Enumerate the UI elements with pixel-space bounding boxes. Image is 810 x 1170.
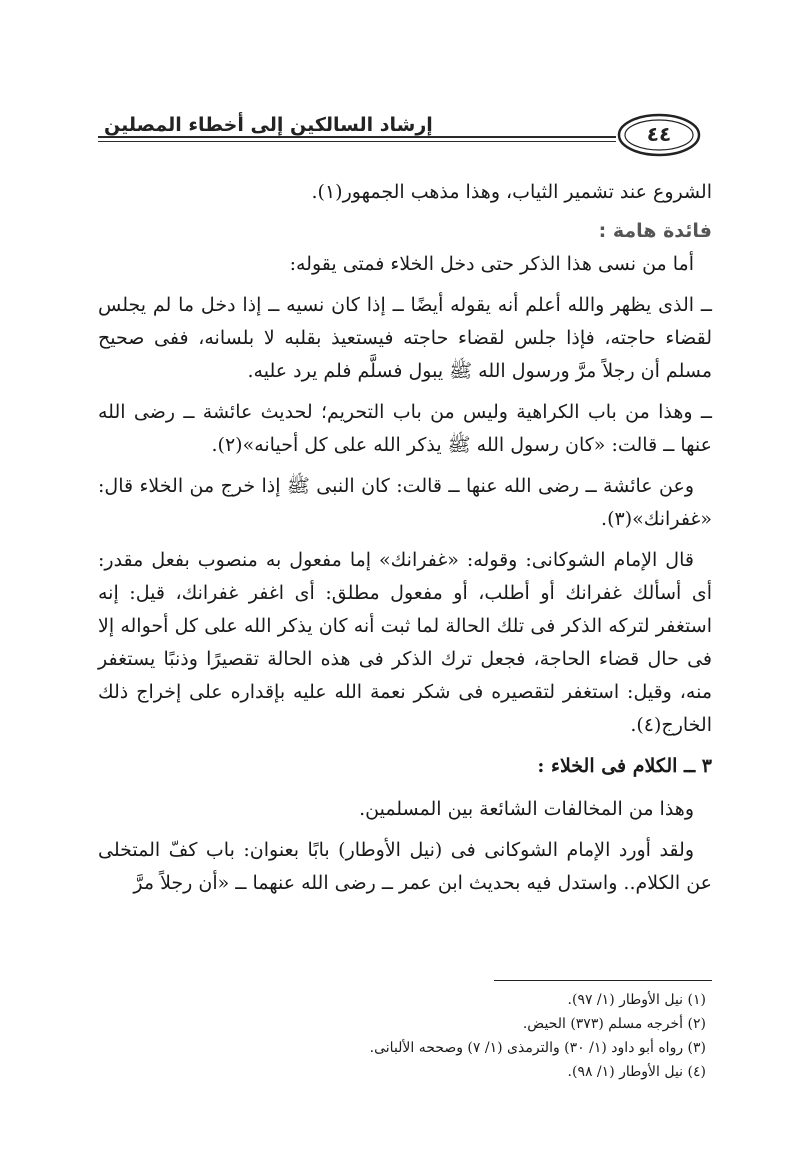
section-heading: فائدة هامة : xyxy=(598,220,712,242)
paragraph: ــ الذى يظهر والله أعلم أنه يقوله أيضًا ــ إذا كان نسيه ــ إذا دخل ما لم يجلس لقضاء حاجته، فإذا جلس لقضاء حاجته فيستعيذ بقلبه لا بلسانه، ففى صحيح مسلم أن رجلاً مرَّ ورسول الله ﷺ يبول فسلَّم فلم يرد عليه. xyxy=(98,294,712,382)
header-rule-thin xyxy=(98,141,616,142)
page-number: ٤٤ xyxy=(646,122,672,146)
header-rule xyxy=(98,136,616,138)
page-header xyxy=(98,112,702,158)
footnote: (٢) أخرجه مسلم (٣٧٣) الحيض. xyxy=(522,1016,706,1032)
footnote: (٤) نيل الأوطار (١/ ٩٨). xyxy=(567,1064,706,1080)
footnote-separator xyxy=(494,980,712,981)
paragraph: وعن عائشة ــ رضى الله عنها ــ قالت: كان النبى ﷺ إذا خرج من الخلاء قال: «غفرانك»(٣). xyxy=(98,475,712,530)
paragraph: أما من نسى هذا الذكر حتى دخل الخلاء فمتى يقوله: xyxy=(289,253,694,275)
paragraph: قال الإمام الشوكانى: وقوله: «غفرانك» إما مفعول به منصوب بفعل مقدر: أى أسألك غفرانك أو أطلب، أو مفعول مطلق: أى اغفر غفرانك، قيل: إنه استغفر لتركه الذكر فى تلك الحالة لما ثبت أنه كان يذكر الله على كل أحواله إلا فى حال قضاء الحاجة، فجعل ترك الذكر فى هذه الحالة تقصيرًا وذنبًا يستغفر منه، وقيل: استغفر لتقصيره فى شكر نعمة الله عليه بإقداره على إخراج ذلك الخارج(٤). xyxy=(98,549,712,736)
paragraph: ــ وهذا من باب الكراهية وليس من باب التحريم؛ لحديث عائشة ــ رضى الله عنها ــ قالت: «كان رسول الله ﷺ يذكر الله على كل أحيانه»(٢). xyxy=(98,401,712,456)
subsection-heading: ٣ ــ الكلام فى الخلاء : xyxy=(537,755,712,777)
footnote: (١) نيل الأوطار (١/ ٩٧). xyxy=(567,992,706,1008)
footnote: (٣) رواه أبو داود (١/ ٣٠) والترمذى (١/ ٧) وصححه الألبانى. xyxy=(369,1040,706,1056)
paragraph: وهذا من المخالفات الشائعة بين المسلمين. xyxy=(359,798,694,820)
footnotes xyxy=(98,988,706,1084)
page-number-badge xyxy=(616,112,702,158)
running-title: إرشاد السالكين إلى أخطاء المصلين xyxy=(98,114,433,136)
paragraph: الشروع عند تشمير الثياب، وهذا مذهب الجمهور(١). xyxy=(311,181,712,203)
main-text xyxy=(98,176,712,900)
paragraph: ولقد أورد الإمام الشوكانى فى (نيل الأوطار) بابًا بعنوان: باب كفّ المتخلى عن الكلام.. واستدل فيه بحديث ابن عمر ــ رضى الله عنهما ــ «أن رجلاً مرَّ xyxy=(98,839,712,894)
